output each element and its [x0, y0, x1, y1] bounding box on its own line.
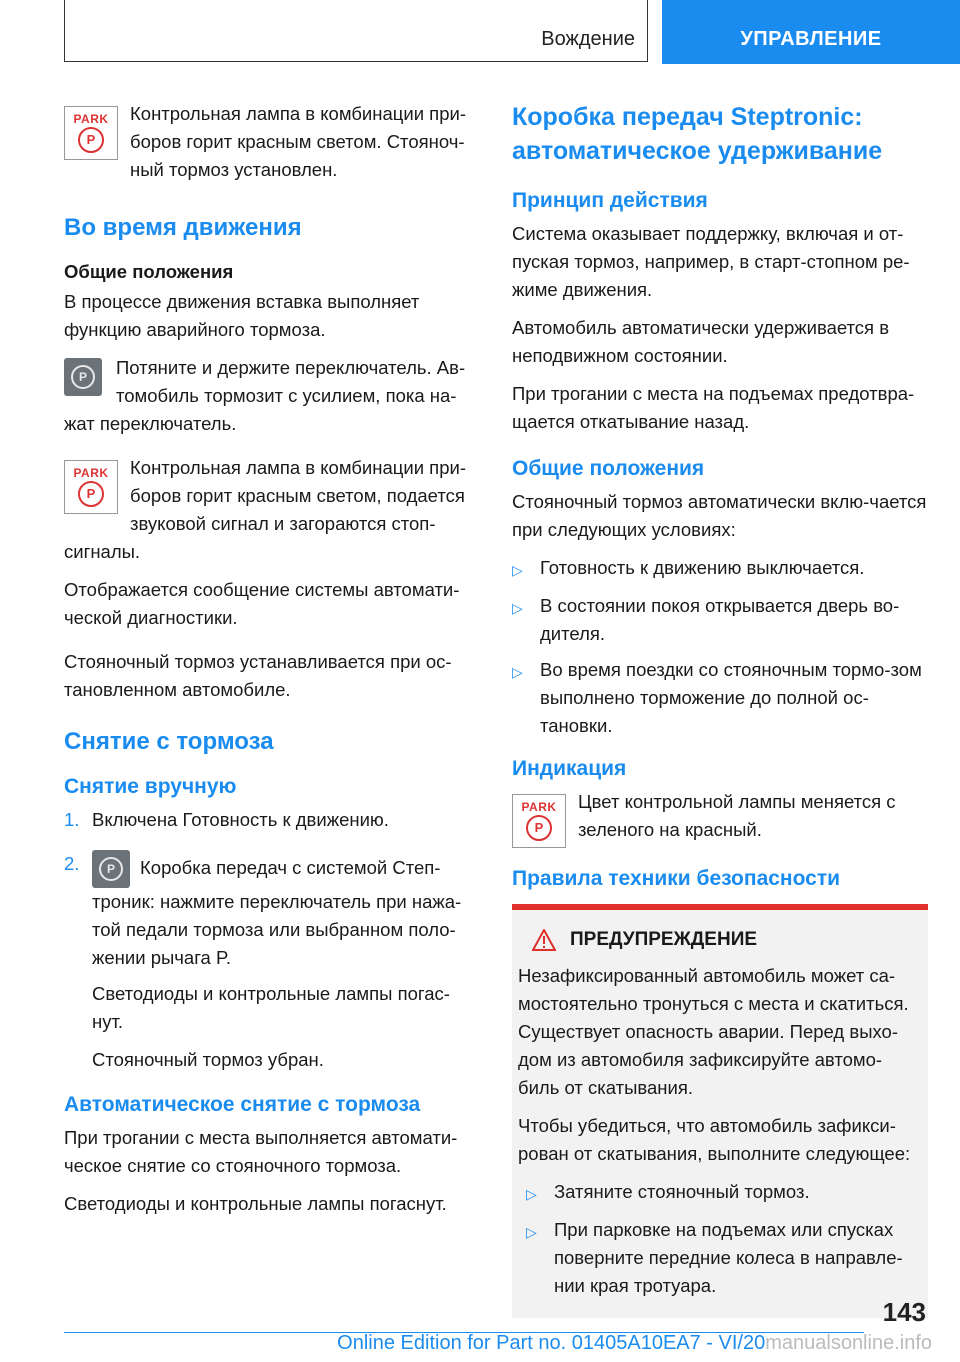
rollback-paragraph: При трогании с места на подъемах предотвра-щается откатывание назад.	[512, 383, 915, 432]
header-chapter-title: УПРАВЛЕНИЕ	[740, 28, 882, 50]
bullet-triangle-icon: ▷	[512, 664, 523, 680]
header-section-title: Вождение	[541, 28, 635, 50]
list-item: ▷ Затяните стояночный тормоз.	[526, 1178, 922, 1208]
warning-title: ПРЕДУПРЕЖДЕНИЕ	[518, 926, 922, 954]
auto-leds-paragraph: Светодиоды и контрольные лампы погаснут.	[64, 1193, 447, 1214]
bullet-triangle-icon: ▷	[512, 600, 523, 616]
principle-paragraph: Система оказывает поддержку, включая и от-пуская тормоз, например, в старт-стопном ре-жиме движения.	[512, 223, 910, 300]
warning-box	[512, 904, 928, 1318]
header-section-tab	[64, 0, 648, 62]
heading-release: Снятие с тормоза	[64, 728, 274, 755]
page-number: 143	[882, 1297, 926, 1327]
right-column	[512, 100, 928, 1318]
step2-leds-text: Светодиоды и контрольные лампы погас-нут.	[92, 983, 450, 1032]
warning-triangle-icon	[532, 929, 556, 951]
step-item: 2. P Коробка передач с системой Степ-троник: нажмите переключатель при нажа-той педали тормоза или выбранном поло-жении рычага P.	[64, 850, 480, 972]
park-brake-red-icon: PARK P	[64, 106, 118, 160]
heading-indication: Индикация	[512, 757, 627, 780]
watermark-text: manualsonline.info	[765, 1332, 932, 1354]
subheading-general: Общие положения	[64, 261, 234, 282]
warning-paragraph: Незафиксированный автомобиль может са-мостоятельно тронуться с места и скатиться. Существует опасность аварии. Перед выхо-дом из автомобиля зафиксируйте автомо-биль от скатывания.	[518, 965, 909, 1098]
bullet-triangle-icon: ▷	[526, 1186, 537, 1202]
step-item: 1. Включена Готовность к движению.	[64, 809, 389, 830]
step2-released-text: Стояночный тормоз убран.	[92, 1049, 324, 1070]
general-right-paragraph: Стояночный тормоз автоматически вклю-чается при следующих условиях:	[512, 491, 927, 540]
auto-release-paragraph: При трогании с места выполняется автомати-ческое снятие со стояночного тормоза.	[64, 1127, 458, 1176]
park-brake-red-icon: PARK P	[512, 794, 566, 848]
stationary-paragraph: Стояночный тормоз устанавливается при ос-тановленном автомобиле.	[64, 651, 452, 700]
left-column	[64, 100, 480, 1228]
heading-auto-release: Автоматическое снятие с тормоза	[64, 1093, 421, 1116]
heading-manual-release: Снятие вручную	[64, 775, 237, 798]
parking-brake-button-icon: P	[92, 850, 130, 888]
hold-paragraph: Автомобиль автоматически удерживается в неподвижном состоянии.	[512, 317, 890, 366]
heading-general-right: Общие положения	[512, 457, 705, 480]
footer-edition: Online Edition for Part no. 01405A10EA7 - VI/20manualsonline.info	[337, 1332, 932, 1354]
bullet-triangle-icon: ▷	[526, 1224, 537, 1240]
heading-steptronic-hold: Коробка передач Steptronic: автоматическое удерживание	[512, 103, 883, 165]
heading-while-driving: Во время движения	[64, 214, 302, 241]
heading-principle: Принцип действия	[512, 189, 708, 212]
pull-switch-paragraph: Потяните и держите переключатель. Ав-томобиль тормозит с усилием, пока на-жат переключатель.	[64, 357, 466, 434]
diagnostic-paragraph: Отображается сообщение системы автомати-ческой диагностики.	[64, 579, 460, 628]
lamp-paragraph: Контрольная лампа в комбинации при-боров горит красным светом, подается звуковой сигнал и загораются стоп-сигналы.	[64, 457, 466, 562]
park-brake-red-icon: PARK P	[64, 460, 118, 514]
list-item: ▷ При парковке на подъемах или спусках поверните передние колеса в направле-нии края тротуара.	[526, 1216, 922, 1300]
list-item: ▷ В состоянии покоя открывается дверь во-дителя.	[512, 592, 928, 648]
heading-safety: Правила техники безопасности	[512, 867, 841, 890]
general-paragraph: В процессе движения вставка выполняет функцию аварийного тормоза.	[64, 291, 420, 340]
list-item: ▷ Во время поездки со стояночным тормо-зом выполнено торможение до полной ос-тановки.	[512, 656, 928, 740]
list-item: ▷ Готовность к движению выключается.	[512, 554, 928, 584]
warning-paragraph: Чтобы убедиться, что автомобиль зафикси-рован от скатывания, выполните следующее:	[518, 1115, 911, 1164]
bullet-triangle-icon: ▷	[512, 562, 523, 578]
parking-brake-button-icon: P	[64, 358, 102, 396]
indication-paragraph: Цвет контрольной лампы меняется с зеленого на красный.	[578, 791, 896, 840]
intro-paragraph: Контрольная лампа в комбинации при-боров горит красным светом. Стояноч-ный тормоз установлен.	[130, 103, 466, 180]
header-chapter-tab	[662, 0, 960, 64]
